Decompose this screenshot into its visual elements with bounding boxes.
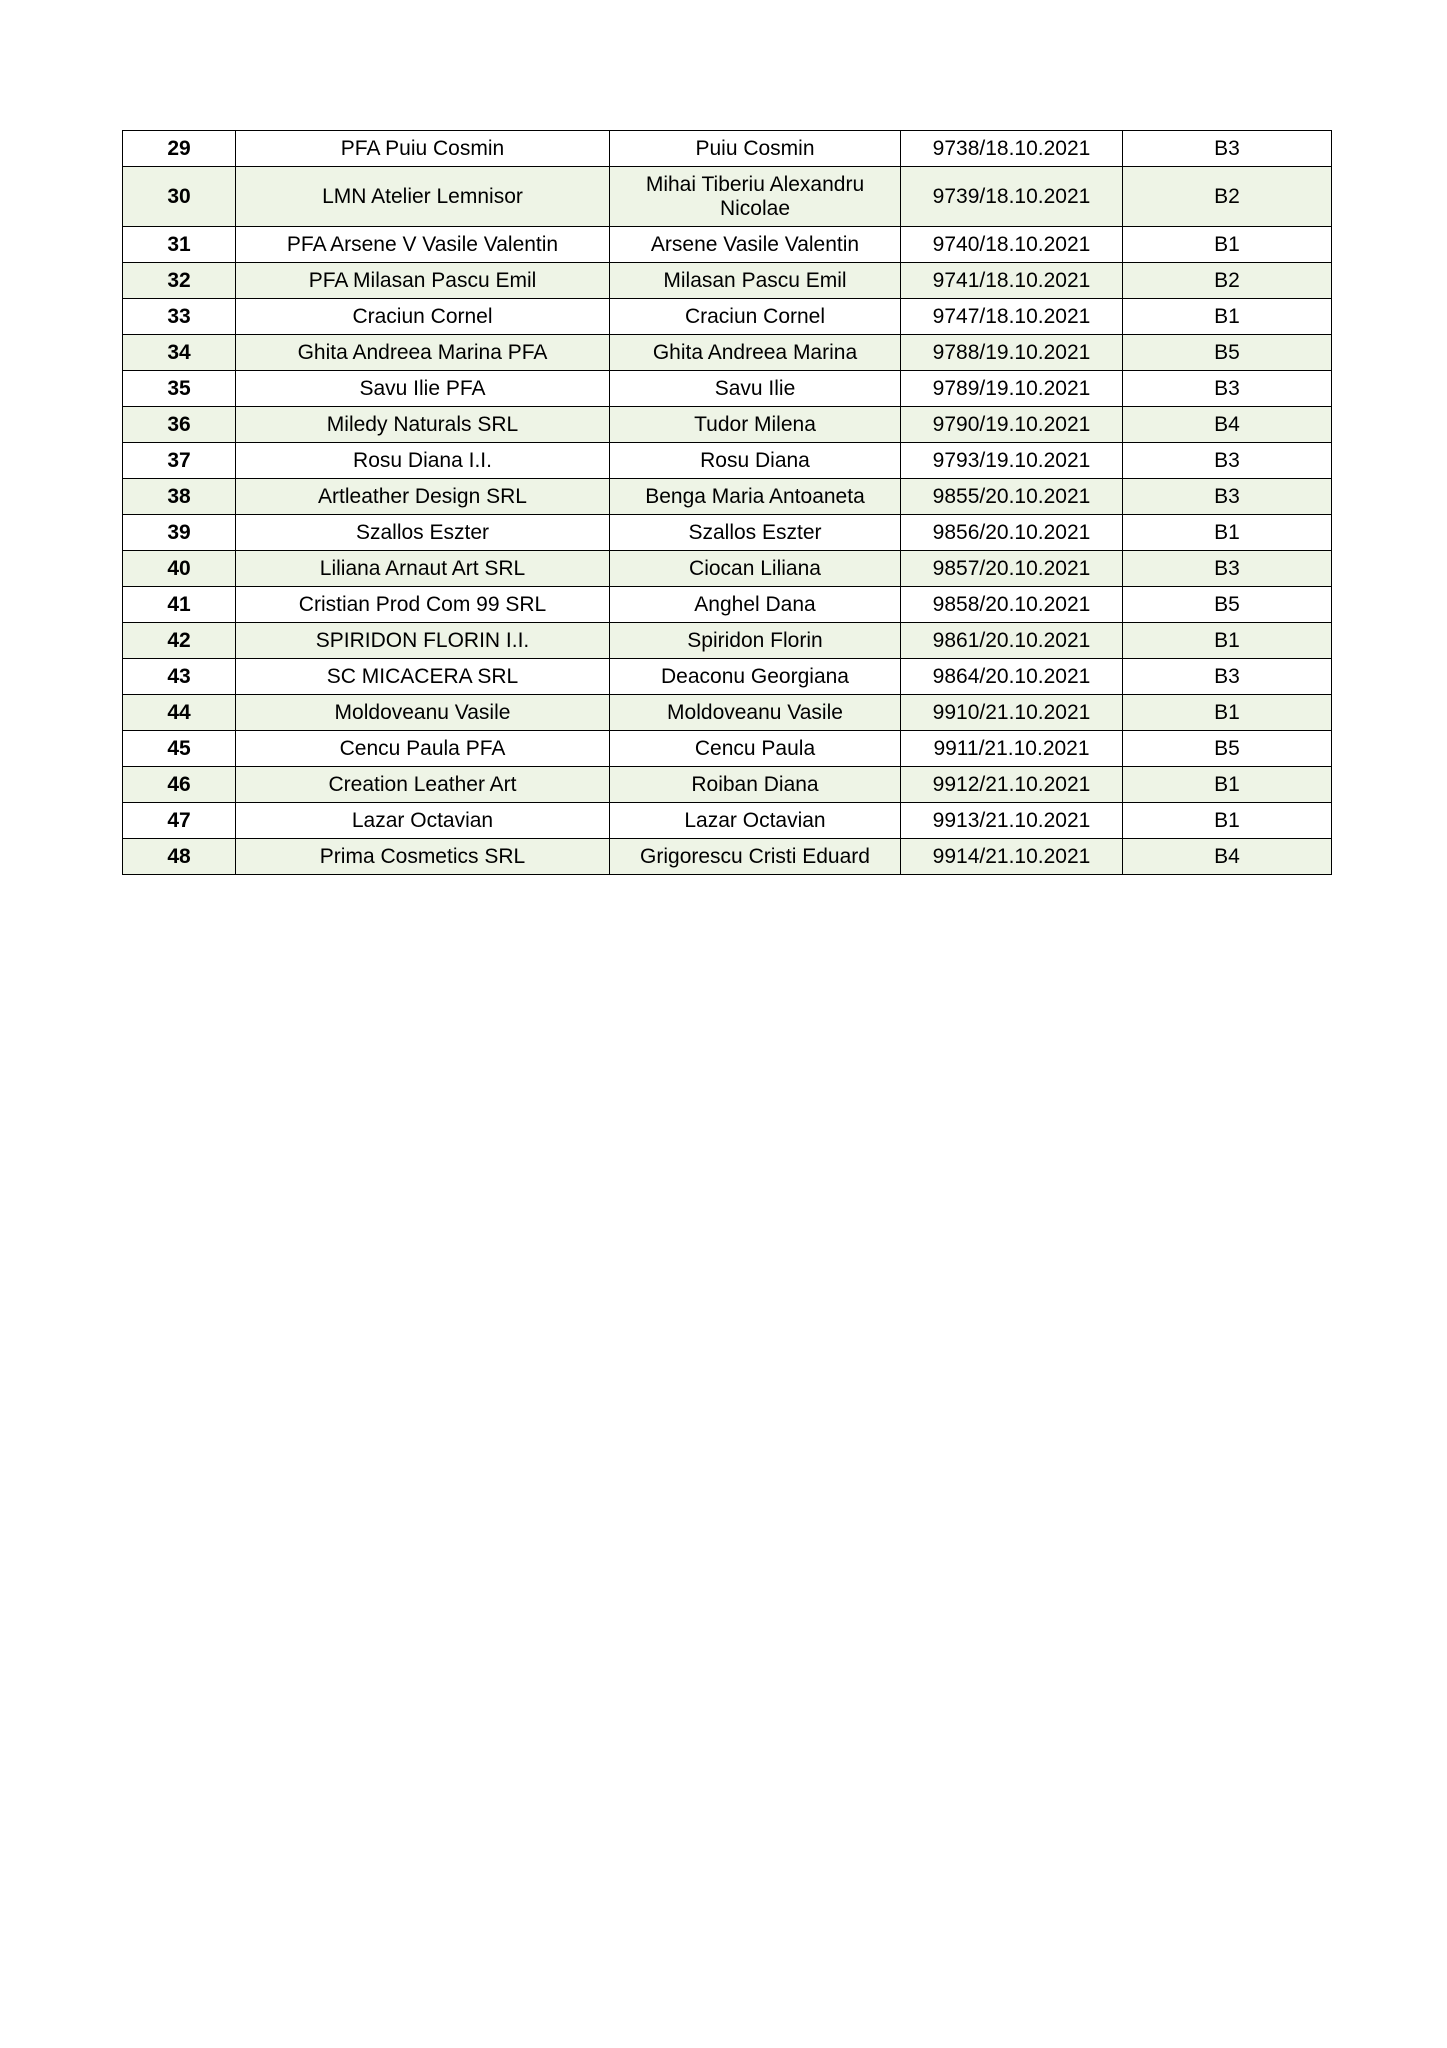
table-row (123, 803, 1332, 839)
registration-number-cell: 9738/18.10.2021 (901, 131, 1123, 167)
row-number-cell: 41 (123, 587, 236, 623)
row-number-cell: 47 (123, 803, 236, 839)
person-name-cell: Spiridon Florin (610, 623, 901, 659)
company-name-cell: Szallos Eszter (236, 515, 610, 551)
person-name-cell: Cencu Paula (610, 731, 901, 767)
row-number-cell: 33 (123, 299, 236, 335)
person-name-cell: Craciun Cornel (610, 299, 901, 335)
company-name-cell: PFA Puiu Cosmin (236, 131, 610, 167)
registration-number-cell: 9856/20.10.2021 (901, 515, 1123, 551)
row-number-cell: 48 (123, 839, 236, 875)
row-number-cell: 31 (123, 227, 236, 263)
company-name-cell: Liliana Arnaut Art SRL (236, 551, 610, 587)
category-cell: B1 (1123, 227, 1332, 263)
row-number-cell: 30 (123, 167, 236, 227)
registration-number-cell: 9861/20.10.2021 (901, 623, 1123, 659)
row-number-cell: 32 (123, 263, 236, 299)
category-cell: B4 (1123, 407, 1332, 443)
company-name-cell: PFA Arsene V Vasile Valentin (236, 227, 610, 263)
category-cell: B3 (1123, 659, 1332, 695)
table-row (123, 263, 1332, 299)
company-name-cell: SPIRIDON FLORIN I.I. (236, 623, 610, 659)
registry-table-body (123, 131, 1332, 875)
category-cell: B1 (1123, 767, 1332, 803)
table-row (123, 167, 1332, 227)
table-row (123, 131, 1332, 167)
registration-number-cell: 9913/21.10.2021 (901, 803, 1123, 839)
row-number-cell: 29 (123, 131, 236, 167)
company-name-cell: PFA Milasan Pascu Emil (236, 263, 610, 299)
category-cell: B3 (1123, 443, 1332, 479)
category-cell: B1 (1123, 623, 1332, 659)
person-name-cell: Arsene Vasile Valentin (610, 227, 901, 263)
person-name-cell: Ciocan Liliana (610, 551, 901, 587)
person-name-cell: Puiu Cosmin (610, 131, 901, 167)
table-row (123, 479, 1332, 515)
company-name-cell: Craciun Cornel (236, 299, 610, 335)
table-row (123, 695, 1332, 731)
row-number-cell: 40 (123, 551, 236, 587)
table-row (123, 515, 1332, 551)
category-cell: B1 (1123, 695, 1332, 731)
registration-number-cell: 9740/18.10.2021 (901, 227, 1123, 263)
row-number-cell: 45 (123, 731, 236, 767)
category-cell: B5 (1123, 587, 1332, 623)
table-row (123, 659, 1332, 695)
category-cell: B5 (1123, 731, 1332, 767)
registration-number-cell: 9789/19.10.2021 (901, 371, 1123, 407)
category-cell: B2 (1123, 263, 1332, 299)
row-number-cell: 39 (123, 515, 236, 551)
person-name-cell: Lazar Octavian (610, 803, 901, 839)
company-name-cell: Miledy Naturals SRL (236, 407, 610, 443)
table-row (123, 839, 1332, 875)
table-row (123, 371, 1332, 407)
registry-table (122, 130, 1332, 875)
company-name-cell: Creation Leather Art (236, 767, 610, 803)
category-cell: B4 (1123, 839, 1332, 875)
category-cell: B5 (1123, 335, 1332, 371)
table-row (123, 623, 1332, 659)
company-name-cell: Ghita Andreea Marina PFA (236, 335, 610, 371)
row-number-cell: 37 (123, 443, 236, 479)
table-row (123, 767, 1332, 803)
person-name-cell: Mihai Tiberiu Alexandru Nicolae (610, 167, 901, 227)
row-number-cell: 46 (123, 767, 236, 803)
company-name-cell: Moldoveanu Vasile (236, 695, 610, 731)
category-cell: B1 (1123, 299, 1332, 335)
registration-number-cell: 9739/18.10.2021 (901, 167, 1123, 227)
company-name-cell: Rosu Diana I.I. (236, 443, 610, 479)
registration-number-cell: 9864/20.10.2021 (901, 659, 1123, 695)
category-cell: B3 (1123, 551, 1332, 587)
company-name-cell: Savu Ilie PFA (236, 371, 610, 407)
company-name-cell: Lazar Octavian (236, 803, 610, 839)
company-name-cell: Cencu Paula PFA (236, 731, 610, 767)
person-name-cell: Roiban Diana (610, 767, 901, 803)
table-row (123, 551, 1332, 587)
category-cell: B3 (1123, 479, 1332, 515)
row-number-cell: 38 (123, 479, 236, 515)
person-name-cell: Ghita Andreea Marina (610, 335, 901, 371)
category-cell: B3 (1123, 131, 1332, 167)
company-name-cell: SC MICACERA SRL (236, 659, 610, 695)
table-row (123, 587, 1332, 623)
person-name-cell: Rosu Diana (610, 443, 901, 479)
person-name-cell: Milasan Pascu Emil (610, 263, 901, 299)
row-number-cell: 36 (123, 407, 236, 443)
registration-number-cell: 9912/21.10.2021 (901, 767, 1123, 803)
registration-number-cell: 9741/18.10.2021 (901, 263, 1123, 299)
category-cell: B1 (1123, 515, 1332, 551)
company-name-cell: LMN Atelier Lemnisor (236, 167, 610, 227)
row-number-cell: 42 (123, 623, 236, 659)
row-number-cell: 44 (123, 695, 236, 731)
person-name-cell: Savu Ilie (610, 371, 901, 407)
category-cell: B1 (1123, 803, 1332, 839)
registration-number-cell: 9747/18.10.2021 (901, 299, 1123, 335)
table-row (123, 407, 1332, 443)
category-cell: B3 (1123, 371, 1332, 407)
company-name-cell: Artleather Design SRL (236, 479, 610, 515)
registration-number-cell: 9910/21.10.2021 (901, 695, 1123, 731)
person-name-cell: Tudor Milena (610, 407, 901, 443)
registration-number-cell: 9857/20.10.2021 (901, 551, 1123, 587)
category-cell: B2 (1123, 167, 1332, 227)
person-name-cell: Anghel Dana (610, 587, 901, 623)
table-row (123, 731, 1332, 767)
company-name-cell: Cristian Prod Com 99 SRL (236, 587, 610, 623)
company-name-cell: Prima Cosmetics SRL (236, 839, 610, 875)
person-name-cell: Szallos Eszter (610, 515, 901, 551)
registration-number-cell: 9858/20.10.2021 (901, 587, 1123, 623)
registration-number-cell: 9855/20.10.2021 (901, 479, 1123, 515)
table-row (123, 443, 1332, 479)
row-number-cell: 34 (123, 335, 236, 371)
registration-number-cell: 9914/21.10.2021 (901, 839, 1123, 875)
registration-number-cell: 9911/21.10.2021 (901, 731, 1123, 767)
person-name-cell: Grigorescu Cristi Eduard (610, 839, 901, 875)
row-number-cell: 43 (123, 659, 236, 695)
registration-number-cell: 9790/19.10.2021 (901, 407, 1123, 443)
row-number-cell: 35 (123, 371, 236, 407)
table-row (123, 299, 1332, 335)
registration-number-cell: 9788/19.10.2021 (901, 335, 1123, 371)
registration-number-cell: 9793/19.10.2021 (901, 443, 1123, 479)
person-name-cell: Deaconu Georgiana (610, 659, 901, 695)
table-row (123, 227, 1332, 263)
person-name-cell: Benga Maria Antoaneta (610, 479, 901, 515)
table-row (123, 335, 1332, 371)
person-name-cell: Moldoveanu Vasile (610, 695, 901, 731)
